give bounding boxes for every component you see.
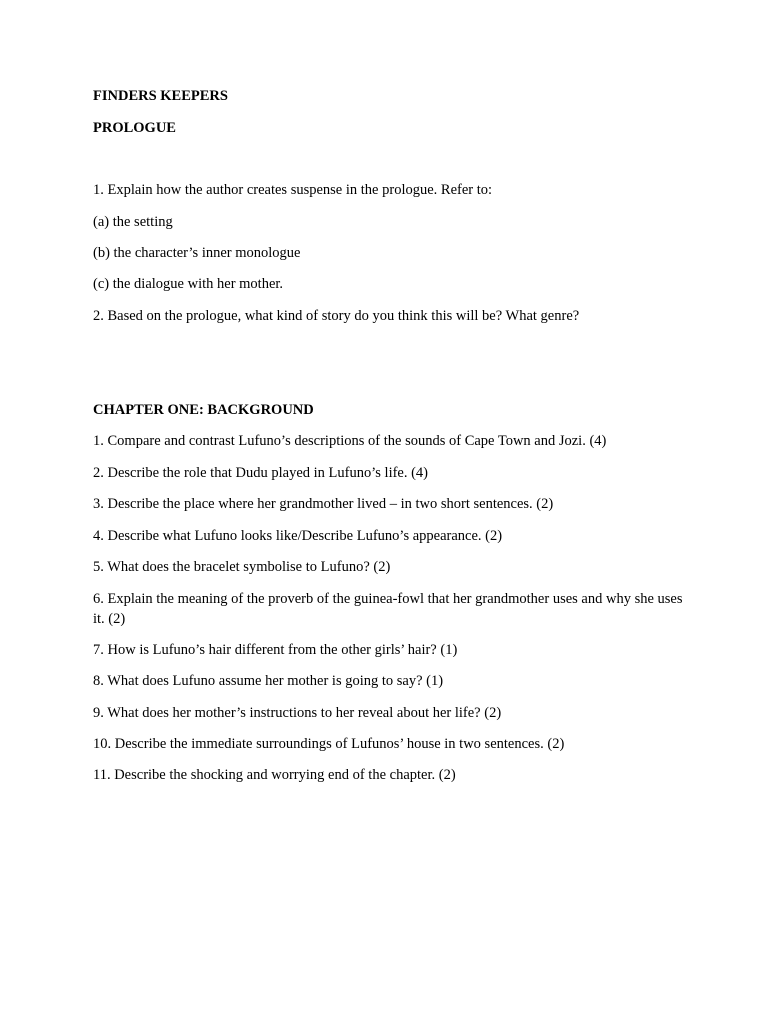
document-title: FINDERS KEEPERS bbox=[93, 88, 228, 104]
chapter-one-question-7: 7. How is Lufuno’s hair different from the other girls’ hair? (1) bbox=[93, 642, 458, 658]
chapter-one-question-11: 11. Describe the shocking and worrying end of the chapter. (2) bbox=[93, 767, 456, 783]
chapter-one-heading: CHAPTER ONE: BACKGROUND bbox=[93, 402, 314, 418]
chapter-one-question-2: 2. Describe the role that Dudu played in Lufuno’s life. (4) bbox=[93, 465, 429, 481]
chapter-one-question-6: 6. Explain the meaning of the proverb of the guinea-fowl that her grandmother uses and why she uses it. (2) bbox=[93, 591, 683, 627]
prologue-question-1: 1. Explain how the author creates suspense in the prologue. Refer to: bbox=[93, 182, 493, 198]
chapter-one-question-9: 9. What does her mother’s instructions to her reveal about her life? (2) bbox=[93, 705, 502, 721]
chapter-one-question-10: 10. Describe the immediate surroundings of Lufunos’ house in two sentences. (2) bbox=[93, 736, 565, 752]
chapter-one-question-3: 3. Describe the place where her grandmother lived – in two short sentences. (2) bbox=[93, 496, 554, 512]
chapter-one-question-4: 4. Describe what Lufuno looks like/Describe Lufuno’s appearance. (2) bbox=[93, 528, 503, 544]
chapter-one-question-1: 1. Compare and contrast Lufuno’s descriptions of the sounds of Cape Town and Jozi. (4) bbox=[93, 433, 607, 449]
chapter-one-question-8: 8. What does Lufuno assume her mother is going to say? (1) bbox=[93, 673, 444, 689]
prologue-question-1b: (b) the character’s inner monologue bbox=[93, 245, 301, 261]
chapter-one-question-5: 5. What does the bracelet symbolise to Lufuno? (2) bbox=[93, 559, 391, 575]
prologue-question-1a: (a) the setting bbox=[93, 214, 173, 230]
prologue-heading: PROLOGUE bbox=[93, 120, 176, 136]
prologue-question-1c: (c) the dialogue with her mother. bbox=[93, 276, 284, 292]
prologue-question-2: 2. Based on the prologue, what kind of story do you think this will be? What genre? bbox=[93, 308, 580, 324]
